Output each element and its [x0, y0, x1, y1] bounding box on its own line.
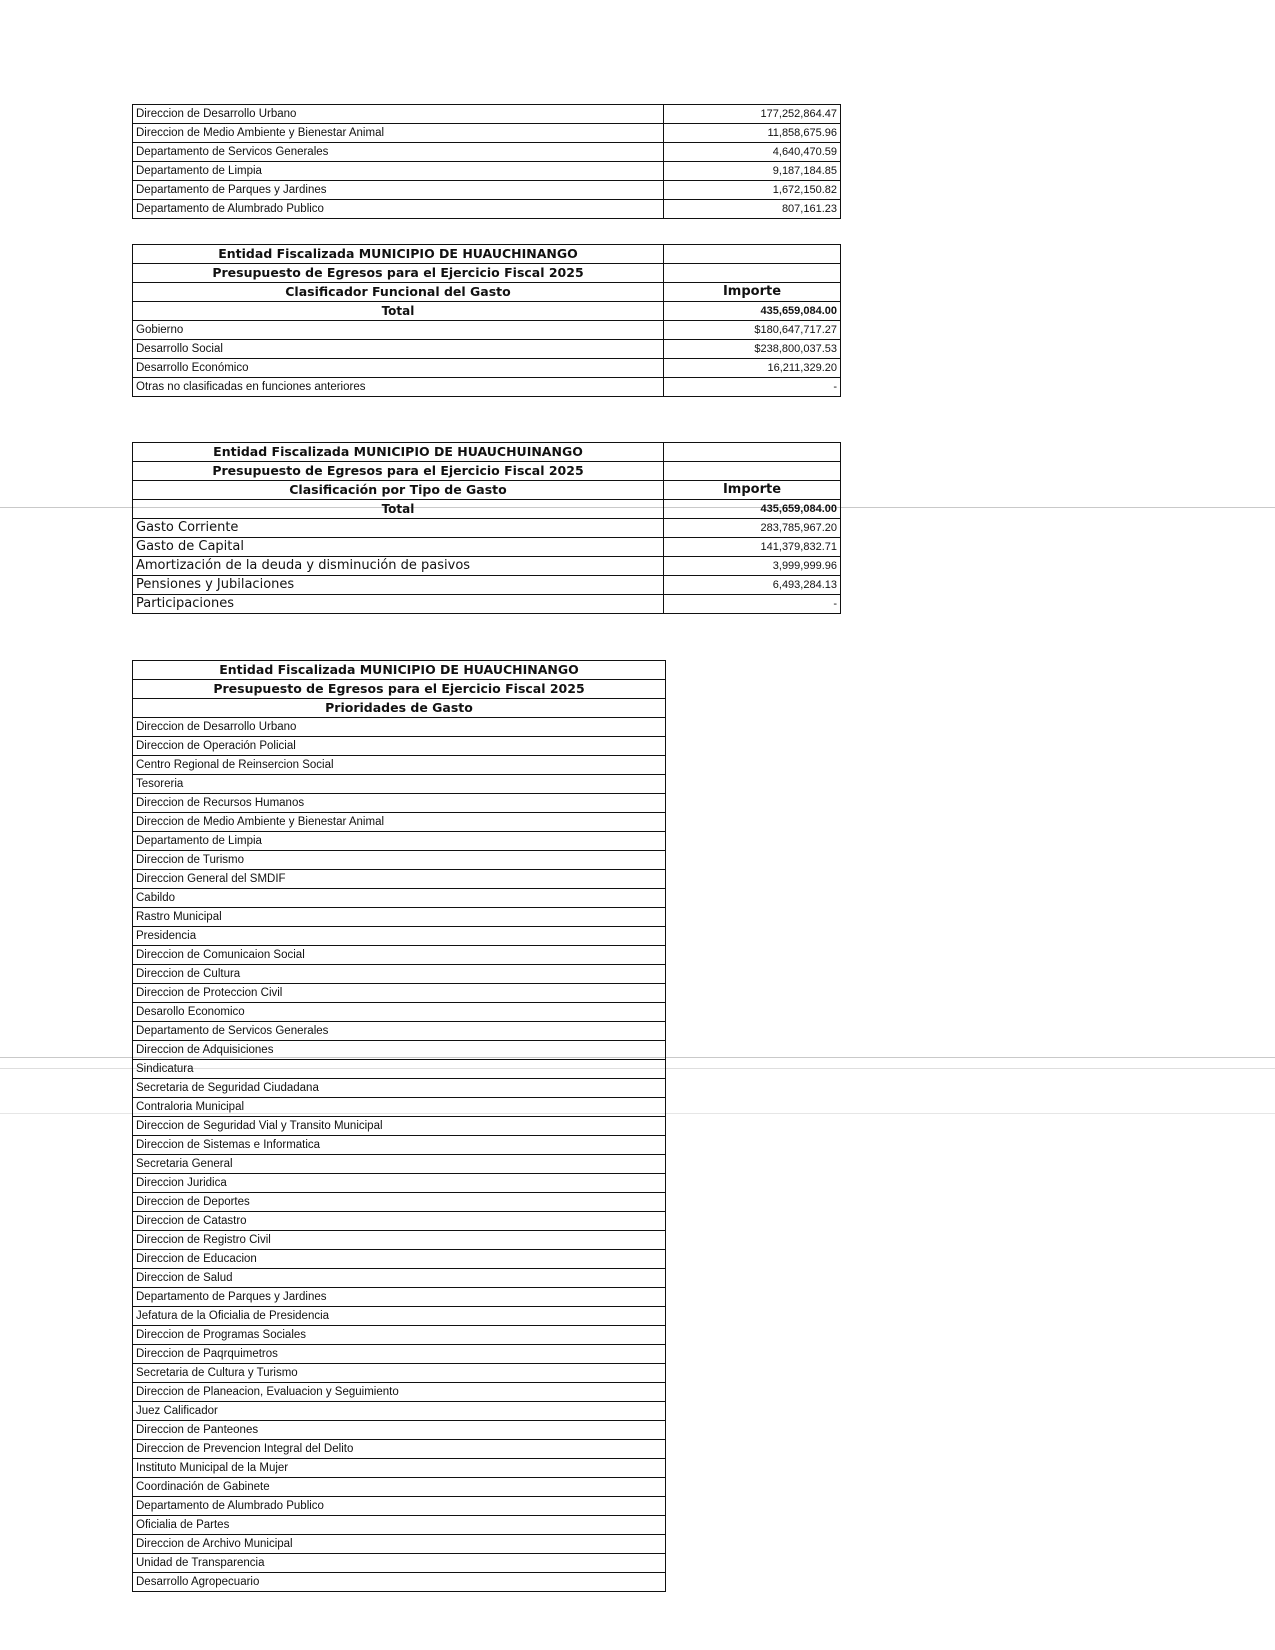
dependencia-name: Departamento de Servicos Generales: [133, 1022, 666, 1041]
dependencia-name: Departamento de Limpia: [133, 832, 666, 851]
table-row: [133, 965, 666, 984]
row-label: Departamento de Servicos Generales: [133, 143, 664, 162]
table-row: [133, 1212, 666, 1231]
dependencia-name: Direccion de Proteccion Civil: [133, 984, 666, 1003]
dependencia-name: Direccion de Recursos Humanos: [133, 794, 666, 813]
header-row: [133, 245, 841, 264]
row-amount: 6,493,284.13: [664, 576, 841, 595]
table-row: [133, 1269, 666, 1288]
table-row: [133, 908, 666, 927]
dependencia-name: Contraloria Municipal: [133, 1098, 666, 1117]
dependencia-name: Oficialia de Partes: [133, 1516, 666, 1535]
empty-cell: [664, 245, 841, 264]
table-row: [133, 1516, 666, 1535]
dependencia-name: Direccion de Comunicaion Social: [133, 946, 666, 965]
table-row: [133, 1345, 666, 1364]
table-row: [133, 756, 666, 775]
total-value: 435,659,084.00: [664, 302, 841, 321]
table-row: [133, 1307, 666, 1326]
row-amount: 177,252,864.47: [664, 105, 841, 124]
dependencia-name: Direccion de Cultura: [133, 965, 666, 984]
dependencias-importe-body: [133, 105, 841, 219]
row-label: Amortización de la deuda y disminución de pasivos: [133, 557, 664, 576]
entidad-fiscalizada-heading: Entidad Fiscalizada MUNICIPIO DE HUAUCHINANGO: [133, 245, 664, 264]
row-label: Gasto Corriente: [133, 519, 664, 538]
table-row: [133, 870, 666, 889]
table-row: [133, 1288, 666, 1307]
table-row: [133, 775, 666, 794]
clasificador-funcional-table: [132, 244, 841, 397]
dependencia-name: Direccion de Deportes: [133, 1193, 666, 1212]
dependencia-name: Secretaria de Seguridad Ciudadana: [133, 1079, 666, 1098]
dependencia-name: Direccion de Salud: [133, 1269, 666, 1288]
total-row: [133, 500, 841, 519]
total-value: 435,659,084.00: [664, 500, 841, 519]
table-row: [133, 889, 666, 908]
dependencia-name: Direccion de Registro Civil: [133, 1231, 666, 1250]
row-label: Otras no clasificadas en funciones anteriores: [133, 378, 664, 397]
dependencia-name: Direccion de Paqrquimetros: [133, 1345, 666, 1364]
header-row: [133, 699, 666, 718]
dependencia-name: Secretaria de Cultura y Turismo: [133, 1364, 666, 1383]
row-amount: 1,672,150.82: [664, 181, 841, 200]
dependencia-name: Direccion de Archivo Municipal: [133, 1535, 666, 1554]
dependencia-name: Unidad de Transparencia: [133, 1554, 666, 1573]
table-row: [133, 557, 841, 576]
dependencia-name: Direccion de Medio Ambiente y Bienestar Animal: [133, 813, 666, 832]
row-label: Desarrollo Económico: [133, 359, 664, 378]
prioridades-de-gasto-body: [133, 718, 666, 1592]
dependencia-name: Cabildo: [133, 889, 666, 908]
dependencia-name: Centro Regional de Reinsercion Social: [133, 756, 666, 775]
dependencia-name: Sindicatura: [133, 1060, 666, 1079]
dependencia-name: Coordinación de Gabinete: [133, 1478, 666, 1497]
entidad-fiscalizada-heading: Entidad Fiscalizada MUNICIPIO DE HUAUCHINANGO: [133, 661, 666, 680]
table-row: [133, 1117, 666, 1136]
header-row: [133, 680, 666, 699]
table-row: [133, 1459, 666, 1478]
dependencia-name: Direccion de Panteones: [133, 1421, 666, 1440]
table-row: [133, 359, 841, 378]
row-amount: 11,858,675.96: [664, 124, 841, 143]
table-row: [133, 718, 666, 737]
table-row: [133, 851, 666, 870]
empty-cell: [664, 264, 841, 283]
row-label: Gasto de Capital: [133, 538, 664, 557]
dependencia-name: Secretaria General: [133, 1155, 666, 1174]
dependencia-name: Direccion Juridica: [133, 1174, 666, 1193]
tipo-de-gasto-body: [133, 519, 841, 614]
table-row: [133, 1402, 666, 1421]
row-label: Departamento de Alumbrado Publico: [133, 200, 664, 219]
total-row: [133, 302, 841, 321]
table-row: [133, 378, 841, 397]
dependencia-name: Direccion de Desarrollo Urbano: [133, 718, 666, 737]
dependencia-name: Direccion de Educacion: [133, 1250, 666, 1269]
row-label: Participaciones: [133, 595, 664, 614]
row-amount: 9,187,184.85: [664, 162, 841, 181]
table-row: [133, 1174, 666, 1193]
table-row: [133, 1326, 666, 1345]
table-row: [133, 1554, 666, 1573]
prioridades-de-gasto-table: [132, 660, 666, 1592]
dependencia-name: Direccion de Operación Policial: [133, 737, 666, 756]
dependencia-name: Desarollo Economico: [133, 1003, 666, 1022]
row-label: Direccion de Desarrollo Urbano: [133, 105, 664, 124]
row-amount: 141,379,832.71: [664, 538, 841, 557]
dependencias-importe-table: [132, 104, 841, 219]
dependencia-name: Presidencia: [133, 927, 666, 946]
table-row: [133, 1193, 666, 1212]
table-row: [133, 794, 666, 813]
table-row: [133, 1573, 666, 1592]
row-amount: -: [664, 595, 841, 614]
table-row: [133, 1535, 666, 1554]
table-row: [133, 1136, 666, 1155]
table-row: [133, 143, 841, 162]
dependencia-name: Direccion de Programas Sociales: [133, 1326, 666, 1345]
table-row: [133, 576, 841, 595]
header-row: [133, 443, 841, 462]
dependencia-name: Departamento de Alumbrado Publico: [133, 1497, 666, 1516]
dependencia-name: Direccion de Adquisiciones: [133, 1041, 666, 1060]
table-row: [133, 1079, 666, 1098]
dependencia-name: Direccion General del SMDIF: [133, 870, 666, 889]
table-row: [133, 124, 841, 143]
presupuesto-heading: Presupuesto de Egresos para el Ejercicio Fiscal 2025: [133, 680, 666, 699]
table-row: [133, 1497, 666, 1516]
table-row: [133, 813, 666, 832]
dependencia-name: Instituto Municipal de la Mujer: [133, 1459, 666, 1478]
table-row: [133, 321, 841, 340]
total-label: Total: [133, 500, 664, 519]
row-label: Pensiones y Jubilaciones: [133, 576, 664, 595]
dependencia-name: Direccion de Planeacion, Evaluacion y Seguimiento: [133, 1383, 666, 1402]
presupuesto-heading: Presupuesto de Egresos para el Ejercicio Fiscal 2025: [133, 264, 664, 283]
entidad-fiscalizada-heading: Entidad Fiscalizada MUNICIPIO DE HUAUCHUINANGO: [133, 443, 664, 462]
clasificador-funcional-body: [133, 321, 841, 397]
table-row: [133, 1098, 666, 1117]
clasificacion-heading: Clasificación por Tipo de Gasto: [133, 481, 664, 500]
row-label: Departamento de Parques y Jardines: [133, 181, 664, 200]
dependencia-name: Desarrollo Agropecuario: [133, 1573, 666, 1592]
presupuesto-heading: Presupuesto de Egresos para el Ejercicio Fiscal 2025: [133, 462, 664, 481]
dependencia-name: Jefatura de la Oficialia de Presidencia: [133, 1307, 666, 1326]
header-row: [133, 481, 841, 500]
table-row: [133, 519, 841, 538]
tipo-de-gasto-table: [132, 442, 841, 614]
header-row: [133, 283, 841, 302]
table-row: [133, 340, 841, 359]
row-label: Direccion de Medio Ambiente y Bienestar Animal: [133, 124, 664, 143]
row-amount: $238,800,037.53: [664, 340, 841, 359]
row-amount: -: [664, 378, 841, 397]
importe-heading: Importe: [664, 481, 841, 500]
table-row: [133, 1364, 666, 1383]
table-row: [133, 1383, 666, 1402]
dependencia-name: Direccion de Seguridad Vial y Transito Municipal: [133, 1117, 666, 1136]
dependencia-name: Direccion de Catastro: [133, 1212, 666, 1231]
table-row: [133, 1022, 666, 1041]
table-row: [133, 162, 841, 181]
table-row: [133, 737, 666, 756]
table-row: [133, 1421, 666, 1440]
table-row: [133, 595, 841, 614]
header-row: [133, 661, 666, 680]
importe-heading: Importe: [664, 283, 841, 302]
clasificador-heading: Clasificador Funcional del Gasto: [133, 283, 664, 302]
dependencia-name: Direccion de Turismo: [133, 851, 666, 870]
dependencia-name: Direccion de Sistemas e Informatica: [133, 1136, 666, 1155]
row-amount: 16,211,329.20: [664, 359, 841, 378]
row-amount: 3,999,999.96: [664, 557, 841, 576]
table-row: [133, 105, 841, 124]
table-row: [133, 832, 666, 851]
row-label: Desarrollo Social: [133, 340, 664, 359]
table-row: [133, 984, 666, 1003]
table-row: [133, 181, 841, 200]
table-row: [133, 538, 841, 557]
prioridades-heading: Prioridades de Gasto: [133, 699, 666, 718]
empty-cell: [664, 443, 841, 462]
row-amount: 283,785,967.20: [664, 519, 841, 538]
row-label: Gobierno: [133, 321, 664, 340]
table-row: [133, 1231, 666, 1250]
table-row: [133, 946, 666, 965]
total-label: Total: [133, 302, 664, 321]
row-amount: 807,161.23: [664, 200, 841, 219]
table-row: [133, 1003, 666, 1022]
table-row: [133, 927, 666, 946]
dependencia-name: Tesoreria: [133, 775, 666, 794]
table-row: [133, 1155, 666, 1174]
header-row: [133, 462, 841, 481]
row-amount: 4,640,470.59: [664, 143, 841, 162]
dependencia-name: Departamento de Parques y Jardines: [133, 1288, 666, 1307]
empty-cell: [664, 462, 841, 481]
dependencia-name: Rastro Municipal: [133, 908, 666, 927]
table-row: [133, 1250, 666, 1269]
table-row: [133, 200, 841, 219]
dependencia-name: Direccion de Prevencion Integral del Delito: [133, 1440, 666, 1459]
row-label: Departamento de Limpia: [133, 162, 664, 181]
table-row: [133, 1060, 666, 1079]
row-amount: $180,647,717.27: [664, 321, 841, 340]
table-row: [133, 1478, 666, 1497]
dependencia-name: Juez Calificador: [133, 1402, 666, 1421]
table-row: [133, 1041, 666, 1060]
table-row: [133, 1440, 666, 1459]
header-row: [133, 264, 841, 283]
